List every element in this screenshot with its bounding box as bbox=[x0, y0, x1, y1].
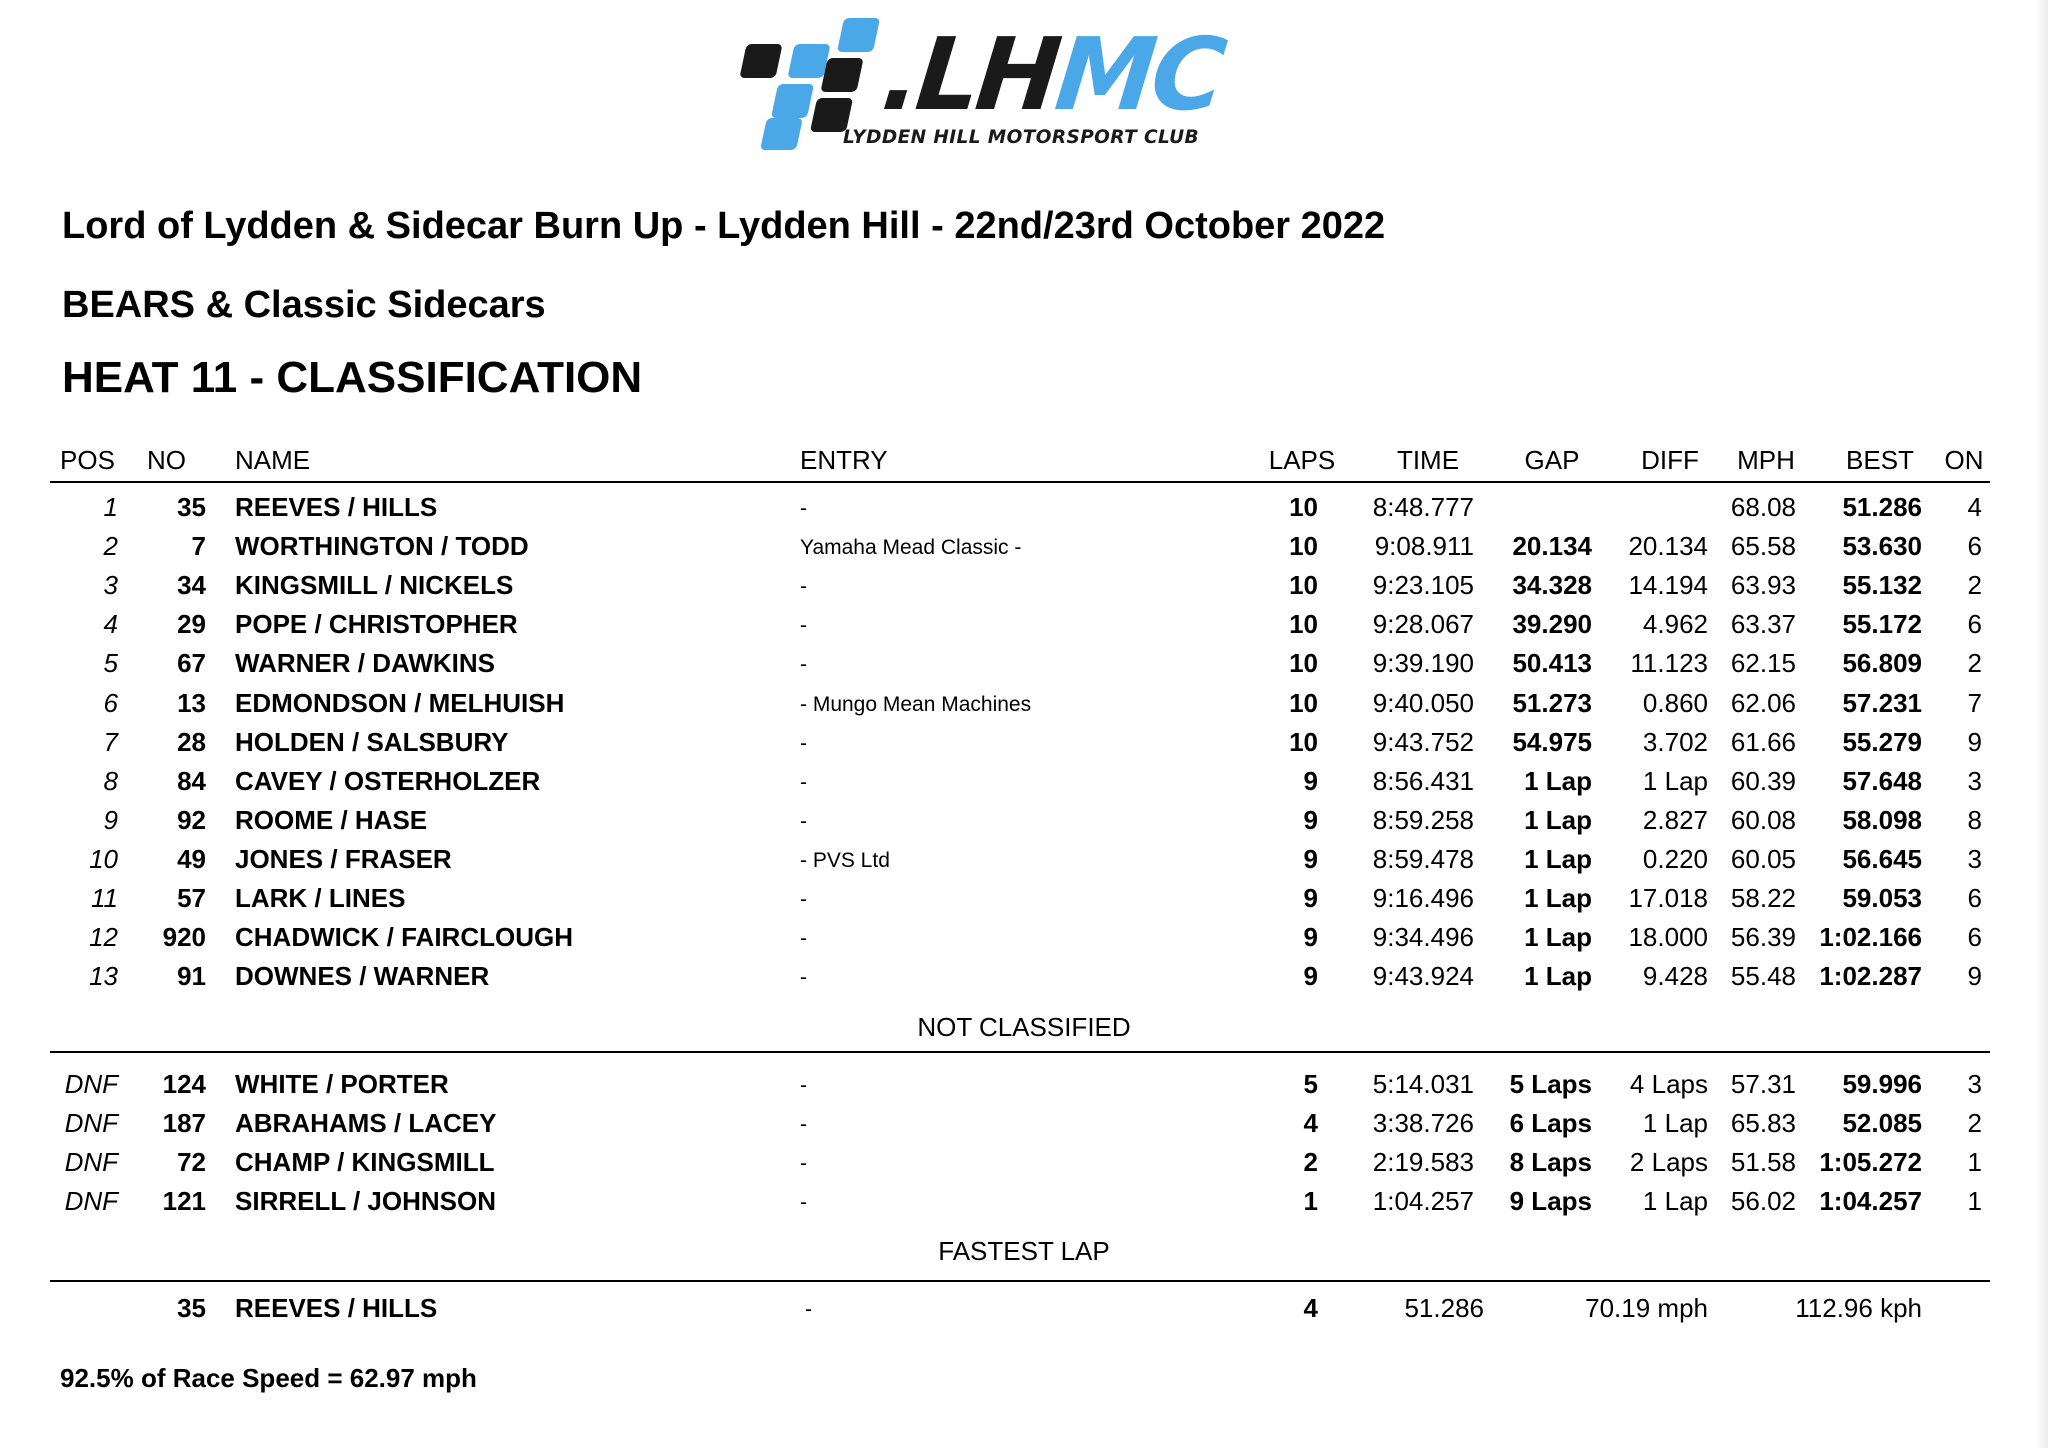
cell-no: 187 bbox=[162, 1108, 206, 1138]
cell-on: 2 bbox=[1967, 648, 1982, 679]
cell-no: 72 bbox=[177, 1147, 206, 1177]
cell-gap: 39.290 bbox=[1512, 609, 1592, 640]
cell-mph: 60.08 bbox=[1730, 804, 1796, 835]
cell-entry: - bbox=[800, 614, 807, 638]
cell-on: 6 bbox=[1967, 883, 1982, 913]
cell-gap: 34.328 bbox=[1512, 570, 1592, 601]
col-no: NO bbox=[147, 445, 186, 475]
cell-diff: 0.860 bbox=[1642, 687, 1708, 718]
cell-time: 9:28.067 bbox=[1372, 609, 1474, 640]
cell-pos: 11 bbox=[91, 883, 118, 913]
cell-no: 34 bbox=[177, 570, 206, 601]
cell-laps: 10 bbox=[1289, 570, 1318, 601]
cell-laps: 9 bbox=[1303, 883, 1318, 913]
cell-laps: 10 bbox=[1289, 609, 1318, 640]
lhmc-logo bbox=[735, 14, 1228, 154]
cell-best: 55.172 bbox=[1842, 609, 1922, 640]
cell-laps: 10 bbox=[1289, 726, 1318, 757]
fastest-lap-label: FASTEST LAP bbox=[938, 1236, 1110, 1266]
cell-time: 8:56.431 bbox=[1372, 765, 1474, 796]
cell-name: POPE / CHRISTOPHER bbox=[235, 609, 518, 640]
col-time: TIME bbox=[1396, 445, 1460, 475]
cell-time: 8:48.777 bbox=[1372, 492, 1474, 522]
cell-mph: 56.02 bbox=[1730, 1186, 1796, 1216]
cell-name: EDMONDSON / MELHUISH bbox=[235, 687, 565, 718]
cell-name: JONES / FRASER bbox=[235, 843, 452, 874]
cell-no: 92 bbox=[177, 804, 206, 835]
cell-time: 9:43.924 bbox=[1372, 961, 1474, 992]
cell-no: 91 bbox=[177, 961, 206, 992]
cell-gap: 1 Lap bbox=[1524, 765, 1592, 796]
cell-mph: 55.48 bbox=[1730, 961, 1796, 992]
cell-mph: 62.06 bbox=[1730, 687, 1796, 718]
cell-time: 8:59.258 bbox=[1372, 804, 1474, 835]
cell-entry: - bbox=[800, 809, 807, 833]
cell-entry: - Mungo Mean Machines bbox=[800, 692, 1032, 716]
cell-pos: 6 bbox=[103, 687, 118, 718]
cell-laps: 9 bbox=[1303, 843, 1318, 874]
cell-on: 6 bbox=[1967, 922, 1982, 953]
cell-on: 7 bbox=[1967, 687, 1982, 718]
cell-name: CHAMP / KINGSMILL bbox=[235, 1147, 495, 1177]
cell-entry: - bbox=[800, 966, 807, 990]
cell-best: 1:04.257 bbox=[1819, 1186, 1922, 1216]
cell-on: 1 bbox=[1967, 1186, 1982, 1216]
cell-diff: 0.220 bbox=[1642, 843, 1708, 874]
cell-pos: 2 bbox=[103, 531, 118, 562]
cell-no: 57 bbox=[177, 883, 206, 913]
cell-best: 55.132 bbox=[1842, 570, 1922, 601]
cell-time: 9:34.496 bbox=[1372, 922, 1474, 953]
cell-name: WORTHINGTON / TODD bbox=[235, 531, 529, 562]
cell-pos: 7 bbox=[103, 726, 118, 757]
cell-gap: 9 Laps bbox=[1509, 1186, 1592, 1216]
fastest-lap-entry: - bbox=[805, 1298, 812, 1321]
cell-best: 56.809 bbox=[1842, 648, 1922, 679]
cell-name: CAVEY / OSTERHOLZER bbox=[235, 765, 541, 796]
cell-best: 59.996 bbox=[1842, 1069, 1922, 1099]
cell-entry: - bbox=[800, 731, 807, 755]
fastest-lap-name: REEVES / HILLS bbox=[235, 1293, 438, 1323]
cell-no: 13 bbox=[177, 687, 206, 718]
cell-gap: 20.134 bbox=[1512, 531, 1592, 562]
cell-diff: 18.000 bbox=[1628, 922, 1708, 953]
fastest-lap-kph: 112.96 kph bbox=[1795, 1293, 1922, 1323]
cell-mph: 61.66 bbox=[1730, 726, 1796, 757]
cell-laps: 10 bbox=[1289, 687, 1318, 718]
header-rule bbox=[50, 481, 1990, 483]
cell-best: 1:02.287 bbox=[1819, 961, 1922, 992]
not-classified-label: NOT CLASSIFIED bbox=[917, 1012, 1131, 1042]
cell-mph: 60.05 bbox=[1730, 843, 1796, 874]
cell-no: 121 bbox=[162, 1186, 206, 1216]
fastest-lap-time: 51.286 bbox=[1404, 1293, 1484, 1323]
cell-entry: - PVS Ltd bbox=[800, 848, 890, 872]
cell-name: REEVES / HILLS bbox=[235, 492, 438, 522]
cell-diff: 17.018 bbox=[1628, 883, 1708, 913]
col-best: BEST bbox=[1846, 445, 1914, 475]
col-mph: MPH bbox=[1737, 445, 1795, 475]
cell-pos: DNF bbox=[64, 1186, 118, 1216]
cell-time: 2:19.583 bbox=[1372, 1147, 1474, 1177]
cell-diff: 4 Laps bbox=[1629, 1069, 1708, 1099]
cell-no: 49 bbox=[177, 843, 206, 874]
cell-best: 51.286 bbox=[1842, 492, 1922, 522]
cell-pos: 13 bbox=[89, 961, 118, 992]
cell-diff: 2 Laps bbox=[1629, 1147, 1708, 1177]
cell-laps: 10 bbox=[1289, 531, 1318, 562]
fastest-lap-no: 35 bbox=[177, 1293, 206, 1323]
cell-gap: 8 Laps bbox=[1509, 1147, 1592, 1177]
col-entry: ENTRY bbox=[800, 445, 888, 475]
cell-pos: DNF bbox=[64, 1147, 118, 1177]
cell-no: 67 bbox=[177, 648, 206, 679]
cell-laps: 9 bbox=[1303, 804, 1318, 835]
cell-no: 29 bbox=[177, 609, 206, 640]
cell-entry: - bbox=[800, 497, 807, 520]
cell-mph: 65.83 bbox=[1730, 1108, 1796, 1138]
cell-best: 53.630 bbox=[1842, 531, 1922, 562]
cell-gap: 1 Lap bbox=[1524, 804, 1592, 835]
cell-gap: 5 Laps bbox=[1509, 1069, 1592, 1099]
cell-no: 84 bbox=[177, 765, 206, 796]
heat-title: HEAT 11 - CLASSIFICATION bbox=[62, 353, 643, 402]
cell-no: 920 bbox=[162, 922, 206, 953]
cell-name: ABRAHAMS / LACEY bbox=[235, 1108, 497, 1138]
cell-entry: - bbox=[800, 653, 807, 677]
event-title: Lord of Lydden & Sidecar Burn Up - Lydden Hill - 22nd/23rd October 2022 bbox=[62, 205, 1386, 247]
cell-no: 28 bbox=[177, 726, 206, 757]
cell-entry: - bbox=[800, 770, 807, 794]
cell-laps: 9 bbox=[1303, 961, 1318, 992]
cell-gap: 1 Lap bbox=[1524, 961, 1592, 992]
cell-on: 3 bbox=[1967, 765, 1982, 796]
cell-laps: 10 bbox=[1289, 492, 1318, 522]
cell-pos: DNF bbox=[64, 1108, 118, 1138]
cell-diff: 1 Lap bbox=[1642, 1186, 1708, 1216]
cell-entry: - bbox=[800, 1191, 807, 1214]
cell-name: DOWNES / WARNER bbox=[235, 961, 490, 992]
logo-subtitle: LYDDEN HILL MOTORSPORT CLUB bbox=[843, 127, 1200, 148]
cell-laps: 1 bbox=[1303, 1186, 1318, 1216]
cell-gap: 1 Lap bbox=[1524, 922, 1592, 953]
fastest-lap-lap: 4 bbox=[1303, 1293, 1318, 1323]
cell-time: 9:23.105 bbox=[1372, 570, 1474, 601]
cell-pos: 1 bbox=[103, 492, 118, 522]
cell-on: 4 bbox=[1967, 492, 1982, 522]
cell-diff: 11.123 bbox=[1630, 648, 1708, 679]
cell-mph: 58.22 bbox=[1730, 883, 1796, 913]
cell-diff: 14.194 bbox=[1628, 570, 1708, 601]
cell-best: 58.098 bbox=[1842, 804, 1922, 835]
cell-name: ROOME / HASE bbox=[235, 804, 428, 835]
cell-entry: - bbox=[800, 927, 807, 951]
cell-pos: 4 bbox=[103, 609, 118, 640]
cell-name: SIRRELL / JOHNSON bbox=[235, 1186, 497, 1216]
cell-best: 1:02.166 bbox=[1819, 922, 1922, 953]
class-title: BEARS & Classic Sidecars bbox=[62, 284, 546, 326]
cell-on: 9 bbox=[1967, 726, 1982, 757]
cell-name: WHITE / PORTER bbox=[235, 1069, 449, 1099]
col-gap: GAP bbox=[1524, 445, 1580, 475]
cell-mph: 57.31 bbox=[1730, 1069, 1796, 1099]
cell-best: 56.645 bbox=[1842, 843, 1922, 874]
cell-no: 124 bbox=[162, 1069, 206, 1099]
cell-best: 59.053 bbox=[1842, 883, 1922, 913]
cell-time: 9:39.190 bbox=[1372, 648, 1474, 679]
cell-time: 9:16.496 bbox=[1372, 883, 1474, 913]
cell-best: 57.648 bbox=[1842, 765, 1922, 796]
cell-best: 55.279 bbox=[1842, 726, 1922, 757]
cell-on: 2 bbox=[1967, 1108, 1982, 1138]
cell-gap: 50.413 bbox=[1512, 648, 1592, 679]
cell-entry: - bbox=[800, 1152, 807, 1175]
cell-on: 1 bbox=[1967, 1147, 1982, 1177]
cell-time: 9:08.911 bbox=[1374, 531, 1474, 562]
col-pos: POS bbox=[60, 445, 115, 475]
cell-no: 7 bbox=[191, 531, 206, 562]
col-on: ON bbox=[1944, 445, 1984, 475]
cell-entry: - bbox=[800, 1074, 807, 1097]
cell-on: 2 bbox=[1967, 570, 1982, 601]
cell-time: 3:38.726 bbox=[1372, 1108, 1474, 1138]
cell-mph: 65.58 bbox=[1730, 531, 1796, 562]
cell-pos: DNF bbox=[64, 1069, 118, 1099]
cell-gap: 1 Lap bbox=[1524, 883, 1592, 913]
cell-diff: 20.134 bbox=[1628, 531, 1708, 562]
fastest-lap-rule bbox=[50, 1280, 1990, 1282]
cell-time: 1:04.257 bbox=[1372, 1186, 1474, 1216]
cell-entry: - bbox=[800, 575, 807, 599]
cell-best: 57.231 bbox=[1842, 687, 1922, 718]
col-name: NAME bbox=[235, 445, 311, 475]
cell-on: 3 bbox=[1967, 1069, 1982, 1099]
cell-entry: - bbox=[800, 888, 807, 911]
cell-best: 52.085 bbox=[1842, 1108, 1922, 1138]
cell-time: 5:14.031 bbox=[1372, 1069, 1474, 1099]
cell-pos: 3 bbox=[103, 570, 118, 601]
cell-on: 8 bbox=[1967, 804, 1982, 835]
cell-mph: 51.58 bbox=[1730, 1147, 1796, 1177]
cell-mph: 56.39 bbox=[1730, 922, 1796, 953]
cell-laps: 5 bbox=[1303, 1069, 1318, 1099]
col-diff: DIFF bbox=[1641, 445, 1699, 475]
cell-on: 9 bbox=[1967, 961, 1982, 992]
cell-pos: 5 bbox=[103, 648, 118, 679]
fastest-lap-mph: 70.19 mph bbox=[1585, 1293, 1708, 1323]
cell-entry: Yamaha Mead Classic - bbox=[800, 536, 1022, 560]
cell-diff: 1 Lap bbox=[1642, 1108, 1708, 1138]
cell-name: KINGSMILL / NICKELS bbox=[235, 570, 514, 601]
cell-best: 1:05.272 bbox=[1819, 1147, 1922, 1177]
cell-diff: 1 Lap bbox=[1642, 765, 1708, 796]
cell-name: LARK / LINES bbox=[235, 883, 406, 913]
cell-gap: 6 Laps bbox=[1509, 1108, 1592, 1138]
cell-on: 6 bbox=[1967, 531, 1982, 562]
cell-laps: 9 bbox=[1303, 765, 1318, 796]
cell-diff: 2.827 bbox=[1642, 804, 1708, 835]
not-classified-rule bbox=[50, 1051, 1990, 1053]
cell-time: 9:40.050 bbox=[1372, 687, 1474, 718]
cell-name: CHADWICK / FAIRCLOUGH bbox=[235, 922, 573, 953]
cell-laps: 2 bbox=[1303, 1147, 1318, 1177]
cell-pos: 9 bbox=[103, 804, 118, 835]
cell-mph: 60.39 bbox=[1730, 765, 1796, 796]
cell-pos: 8 bbox=[103, 765, 118, 796]
cell-no: 35 bbox=[177, 492, 206, 522]
cell-diff: 4.962 bbox=[1642, 609, 1708, 640]
cell-mph: 68.08 bbox=[1730, 492, 1796, 522]
cell-mph: 63.93 bbox=[1730, 570, 1796, 601]
cell-pos: 10 bbox=[89, 843, 118, 874]
cell-laps: 9 bbox=[1303, 922, 1318, 953]
cell-time: 8:59.478 bbox=[1372, 843, 1474, 874]
cell-diff: 3.702 bbox=[1642, 726, 1708, 757]
page-edge bbox=[2034, 0, 2048, 1448]
cell-diff: 9.428 bbox=[1642, 961, 1708, 992]
logo-wordmark: .LHMC bbox=[876, 16, 1228, 133]
col-laps: LAPS bbox=[1268, 445, 1336, 475]
race-speed-note: 92.5% of Race Speed = 62.97 mph bbox=[60, 1363, 477, 1393]
cell-mph: 62.15 bbox=[1730, 648, 1796, 679]
cell-on: 6 bbox=[1967, 609, 1982, 640]
cell-entry: - bbox=[800, 1113, 807, 1136]
cell-on: 3 bbox=[1967, 843, 1982, 874]
cell-name: HOLDEN / SALSBURY bbox=[235, 726, 509, 757]
cell-pos: 12 bbox=[89, 922, 118, 953]
cell-gap: 51.273 bbox=[1512, 687, 1592, 718]
cell-mph: 63.37 bbox=[1730, 609, 1796, 640]
cell-time: 9:43.752 bbox=[1372, 726, 1474, 757]
cell-laps: 10 bbox=[1289, 648, 1318, 679]
cell-laps: 4 bbox=[1303, 1108, 1318, 1138]
cell-gap: 54.975 bbox=[1512, 726, 1592, 757]
cell-gap: 1 Lap bbox=[1524, 843, 1592, 874]
cell-name: WARNER / DAWKINS bbox=[235, 648, 495, 679]
